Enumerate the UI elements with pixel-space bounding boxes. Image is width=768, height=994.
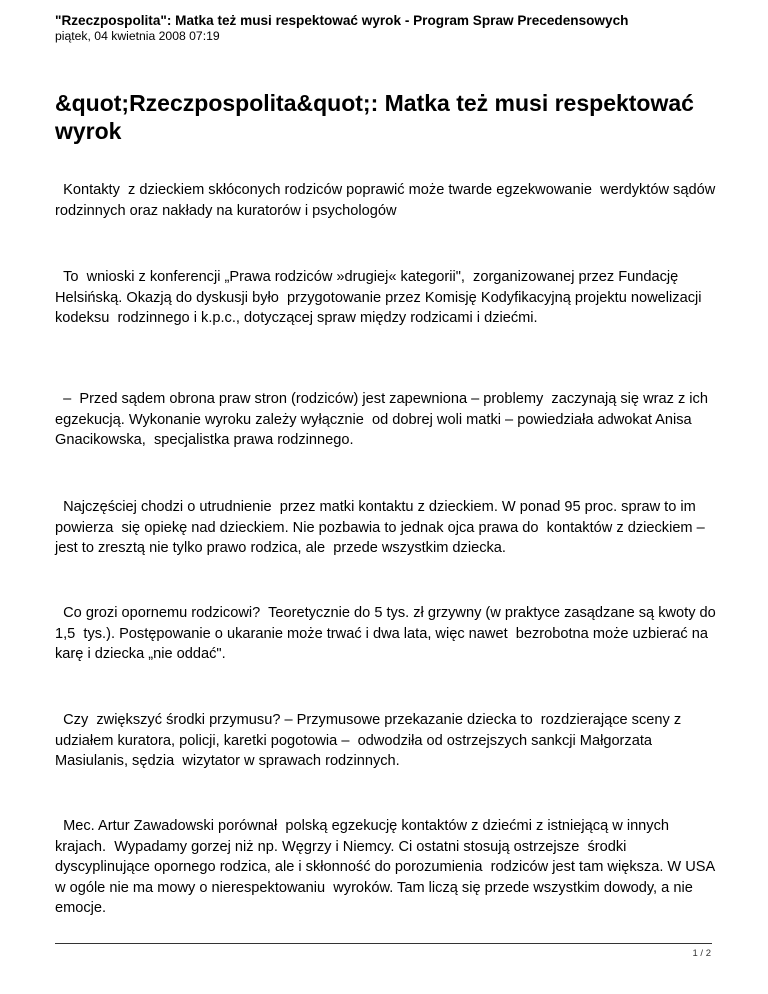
- paragraph-2: To wnioski z konferencji „Prawa rodziców »drugiej« kategorii", zorganizowanej przez Fundację Helsińską. Okazją do dyskusji było przygotowanie przez Komisję Kodyfikacyjną projektu nowelizacji kodeksu rodzinnego i k.p.c., dotyczącej spraw między rodzicami i dziećmi.: [55, 269, 706, 326]
- article-body: [55, 180, 720, 916]
- paragraph-4: Najczęściej chodzi o utrudnienie przez matki kontaktu z dzieckiem. W ponad 95 proc. spraw to im powierza się opiekę nad dzieckiem. Nie pozbawia to jednak ojca prawa do kontaktów z dzieckiem – jest to zresztą nie tylko prawo rodzica, ale przede wszystkim dziecka.: [55, 499, 709, 556]
- header-date: piątek, 04 kwietnia 2008 07:19: [55, 29, 220, 43]
- header-title: "Rzeczpospolita": Matka też musi respektować wyrok - Program Spraw Precedensowych: [55, 13, 629, 28]
- paragraph-6: Czy zwiększyć środki przymusu? – Przymusowe przekazanie dziecka to rozdzierające sceny z udziałem kuratora, policji, karetki pogotowia – odwodziła od ostrzejszych sankcji Małgorzata Masiulanis, sędzia wizytator w sprawach rodzinnych.: [55, 712, 686, 769]
- footer-divider: [55, 943, 712, 944]
- page-header: [55, 12, 715, 44]
- article-title: &quot;Rzeczpospolita&quot;: Matka też musi respektować wyrok: [55, 90, 694, 144]
- paragraph-7: Mec. Artur Zawadowski porównał polską egzekucję kontaktów z dziećmi z istniejącą w innych krajach. Wypadamy gorzej niż np. Węgrzy i Niemcy. Ci ostatni stosują ostrzejsze środki dyscyplinujące opornego rodzica, ale i skłonność do porozumienia rodziców jest tam większa. W USA w ogóle nie ma mowy o nierespektowaniu wyroków. Tam liczą się przede wszystkim dowody, a nie emocje.: [55, 818, 719, 916]
- paragraph-1: Kontakty z dzieckiem skłóconych rodziców poprawić może twarde egzekwowanie werdyktów sądów rodzinnych oraz nakłady na kuratorów i psychologów: [55, 182, 720, 219]
- paragraph-5: Co grozi opornemu rodzicowi? Teoretycznie do 5 tys. zł grzywny (w praktyce zasądzane są kwoty do 1,5 tys.). Postępowanie o ukaranie może trwać i dwa lata, więc nawet bezrobotna może uzbierać na karę i dziecka „nie oddać".: [55, 605, 720, 662]
- page-number: 1 / 2: [692, 948, 711, 959]
- paragraph-3: – Przed sądem obrona praw stron (rodziców) jest zapewniona – problemy zaczynają się wraz z ich egzekucją. Wykonanie wyroku zależy wyłącznie od dobrej woli matki – powiedziała adwokat Anisa Gnacikowska, specjalistka prawa rodzinnego.: [55, 391, 713, 448]
